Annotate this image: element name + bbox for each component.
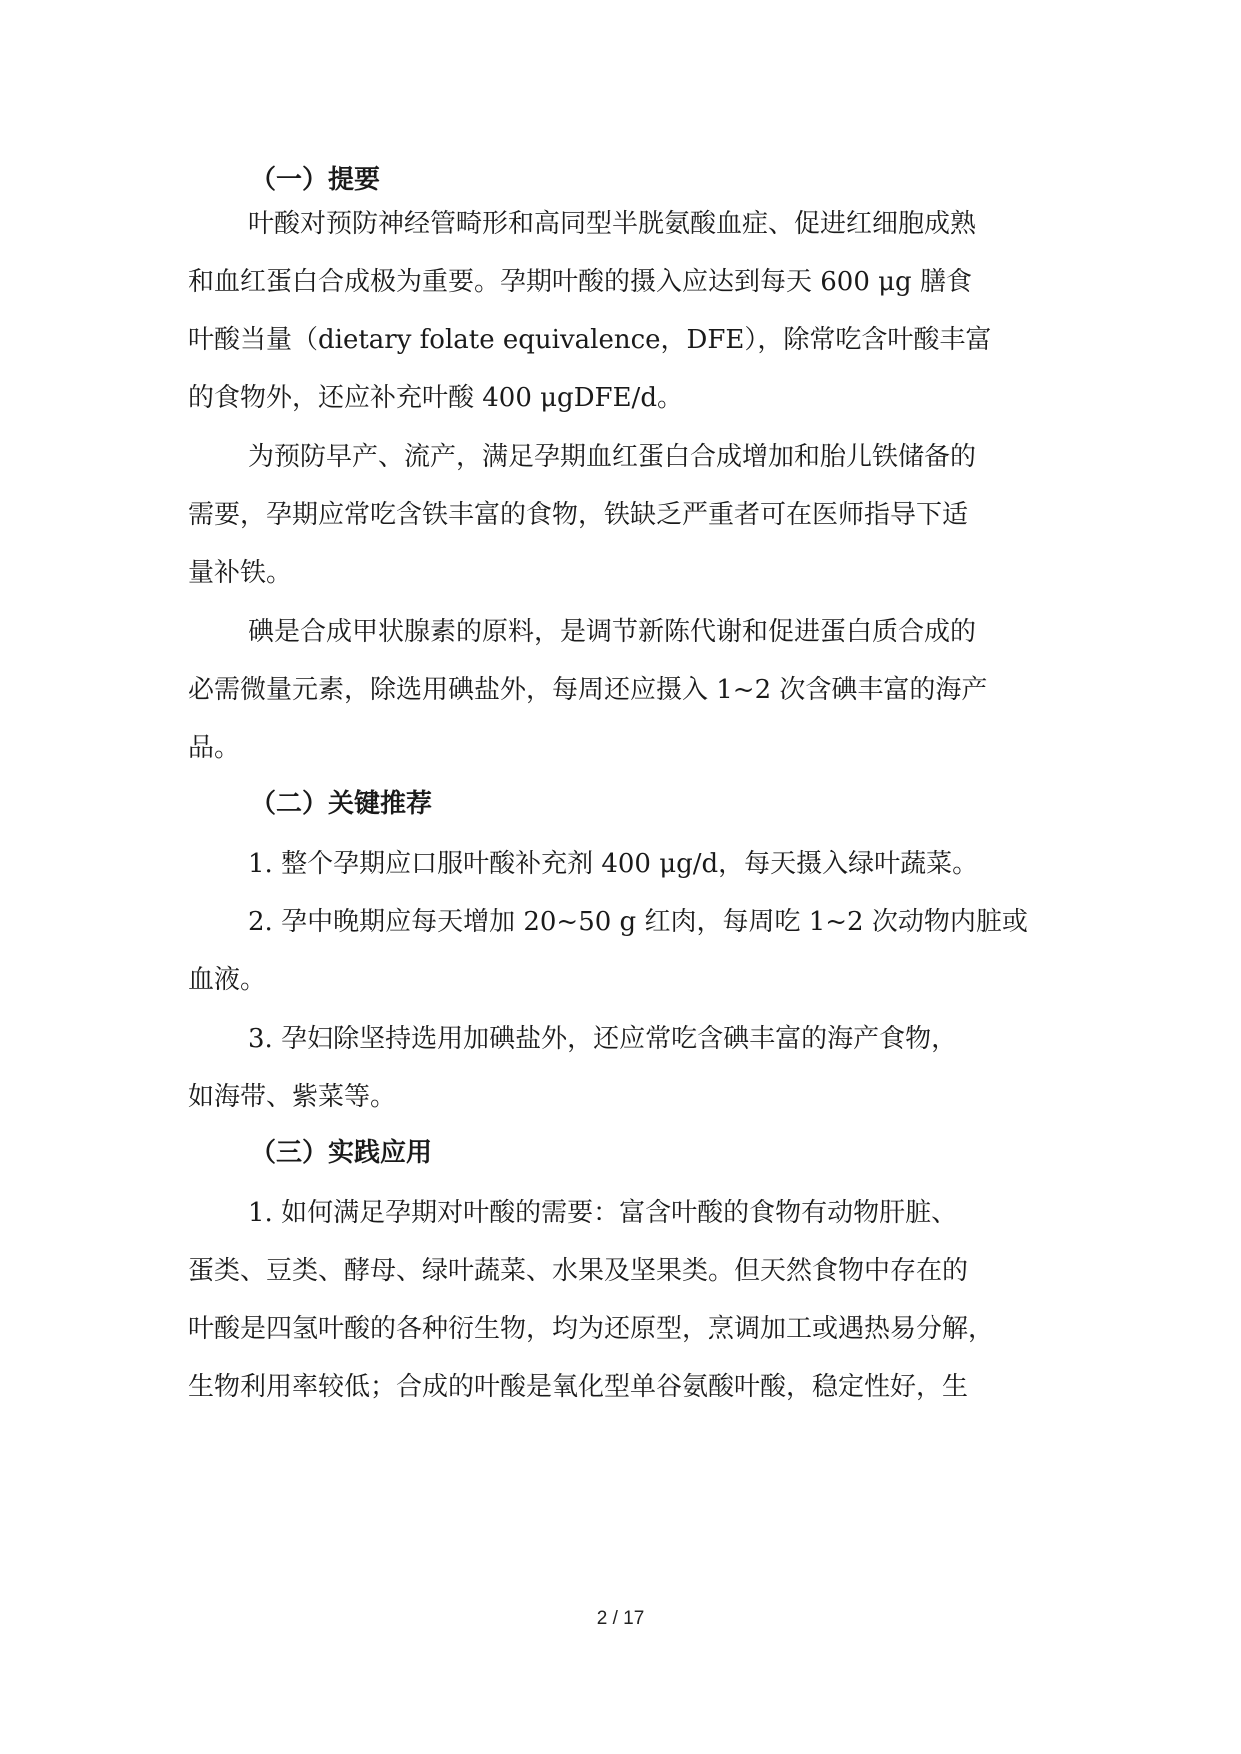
text-line: 必需微量元素，除选用碘盐外，每周还应摄入 1~2 次含碘丰富的海产	[188, 675, 988, 705]
section-heading-key-recommendations: （二）关键推荐	[250, 789, 433, 819]
text-line: 碘是合成甲状腺素的原料，是调节新陈代谢和促进蛋白质合成的	[248, 617, 977, 647]
section-heading-practice: （三）实践应用	[250, 1138, 433, 1168]
text-line: 3. 孕妇除坚持选用加碘盐外，还应常吃含碘丰富的海产食物，	[248, 1024, 958, 1054]
recommendation-1	[188, 835, 1056, 893]
text-line: 血液。	[188, 965, 267, 995]
text-line: 的食物外，还应补充叶酸 400 μgDFE/d。	[188, 383, 683, 413]
text-line: 为预防早产、流产，满足孕期血红蛋白合成增加和胎儿铁储备的	[248, 442, 977, 472]
text-line: 和血红蛋白合成极为重要。孕期叶酸的摄入应达到每天 600 μg 膳食	[188, 267, 972, 297]
text-line: 2. 孕中晚期应每天增加 20~50 g 红肉，每周吃 1~2 次动物内脏或	[248, 907, 1028, 937]
text-line: 1. 如何满足孕期对叶酸的需要：富含叶酸的食物有动物肝脏、	[248, 1198, 958, 1228]
text-line: 叶酸当量（dietary folate equivalence，DFE），除常吃含叶酸丰富	[188, 325, 992, 355]
text-line: 品。	[188, 733, 241, 763]
text-line: 需要，孕期应常吃含铁丰富的食物，铁缺乏严重者可在医师指导下适	[188, 500, 969, 530]
recommendation-2	[188, 893, 1056, 1009]
section-heading-summary: （一）提要	[250, 165, 381, 195]
text-line: 量补铁。	[188, 558, 293, 588]
practice-1	[188, 1184, 1056, 1416]
recommendation-3	[188, 1010, 1056, 1126]
text-line: 蛋类、豆类、酵母、绿叶蔬菜、水果及坚果类。但天然食物中存在的	[188, 1256, 969, 1286]
text-line: 叶酸对预防神经管畸形和高同型半胱氨酸血症、促进红细胞成熟	[248, 209, 977, 239]
text-line: 1. 整个孕期应口服叶酸补充剂 400 μg/d，每天摄入绿叶蔬菜。	[248, 849, 979, 879]
paragraph-iodine	[188, 603, 1056, 777]
text-line: 如海带、紫菜等。	[188, 1082, 397, 1112]
paragraph-folate	[188, 195, 1056, 427]
page-number: 2 / 17	[596, 1608, 645, 1629]
text-line: 生物利用率较低；合成的叶酸是氧化型单谷氨酸叶酸，稳定性好，生	[188, 1372, 969, 1402]
paragraph-iron	[188, 428, 1056, 602]
text-line: 叶酸是四氢叶酸的各种衍生物，均为还原型，烹调加工或遇热易分解，	[188, 1314, 995, 1344]
